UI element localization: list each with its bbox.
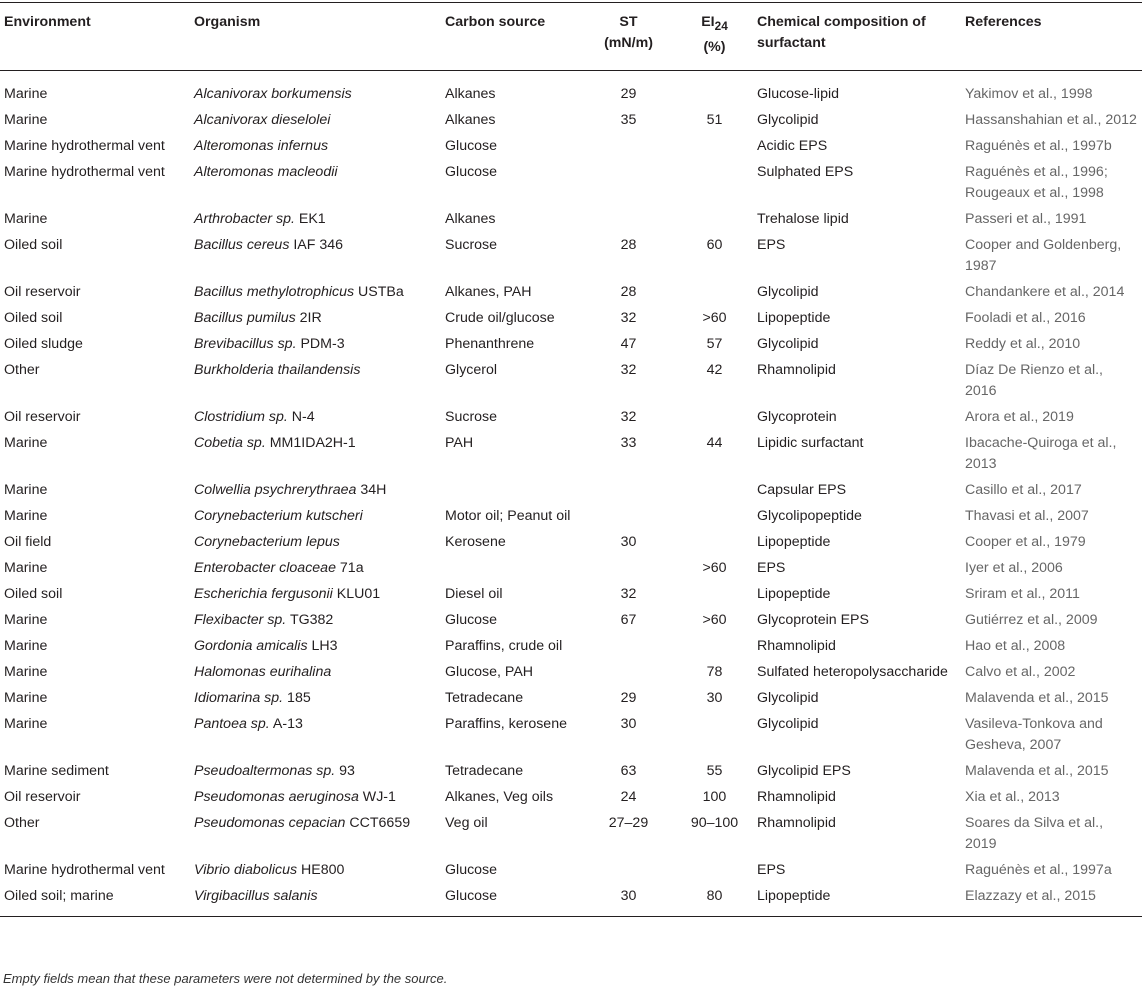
- cell-carbon-source: Sucrose: [445, 408, 498, 425]
- cell-environment: Oiled soil: [4, 236, 63, 253]
- organism-strain: 34H: [356, 481, 387, 498]
- cell-composition: Lipopeptide: [757, 309, 831, 326]
- header-ei-subscript: 24: [714, 18, 728, 33]
- organism-strain: HE800: [297, 861, 345, 878]
- cell-ei24: [676, 504, 753, 530]
- table-row: [0, 634, 1142, 660]
- cell-carbon-source: Alkanes, Veg oils: [445, 788, 554, 805]
- cell-st: 32: [620, 408, 637, 425]
- table-row: [0, 858, 1142, 884]
- cell-organism: [190, 530, 441, 556]
- cell-reference: Arora et al., 2019: [965, 408, 1074, 425]
- cell-reference: Ibacache-Quiroga et al., 2013: [965, 434, 1117, 472]
- cell-environment: Marine: [4, 715, 48, 732]
- table-row: [0, 233, 1142, 280]
- table-row: [0, 556, 1142, 582]
- cell-organism: [190, 785, 441, 811]
- cell-environment: Other: [4, 361, 40, 378]
- header-st: [581, 3, 676, 71]
- cell-environment: Oil reservoir: [4, 408, 81, 425]
- cell-organism: [190, 634, 441, 660]
- cell-carbon-source: Tetradecane: [445, 762, 524, 779]
- table-row: [0, 884, 1142, 917]
- cell-composition: Glucose-lipid: [757, 85, 840, 102]
- header-references: References: [965, 14, 1042, 30]
- cell-st: 35: [620, 111, 637, 128]
- cell-st: 30: [620, 887, 637, 904]
- organism-name: Alcanivorax borkumensis: [194, 85, 352, 102]
- cell-composition: Rhamnolipid: [757, 788, 836, 805]
- cell-ei24: 80: [706, 887, 723, 904]
- organism-name: Idiomarina sp.: [194, 689, 284, 706]
- organism-strain: TG382: [286, 611, 334, 628]
- cell-carbon-source: Glucose: [445, 163, 498, 180]
- cell-reference: Iyer et al., 2006: [965, 559, 1063, 576]
- cell-organism: [190, 478, 441, 504]
- cell-st: [581, 504, 676, 530]
- cell-ei24: [676, 634, 753, 660]
- cell-reference: Malavenda et al., 2015: [965, 762, 1109, 779]
- cell-organism: [190, 134, 441, 160]
- organism-name: Bacillus cereus: [194, 236, 290, 253]
- cell-carbon-source: Sucrose: [445, 236, 498, 253]
- cell-st: [581, 160, 676, 207]
- organism-name: Cobetia sp.: [194, 434, 266, 451]
- cell-ei24: [676, 405, 753, 431]
- cell-composition: Acidic EPS: [757, 137, 828, 154]
- cell-carbon-source: Alkanes: [445, 85, 496, 102]
- cell-environment: Oiled soil: [4, 585, 63, 602]
- organism-strain: IAF 346: [289, 236, 344, 253]
- header-environment: Environment: [4, 14, 91, 30]
- cell-organism: [190, 70, 441, 108]
- cell-environment: Marine: [4, 663, 48, 680]
- cell-composition: Glycolipid EPS: [757, 762, 851, 779]
- cell-organism: [190, 160, 441, 207]
- header-st-label: ST: [619, 14, 638, 30]
- cell-reference: Raguénès et al., 1997a: [965, 861, 1112, 878]
- cell-ei24: 100: [702, 788, 727, 805]
- cell-environment: Oil field: [4, 533, 52, 550]
- cell-st: [581, 634, 676, 660]
- cell-organism: [190, 556, 441, 582]
- cell-ei24: 30: [706, 689, 723, 706]
- cell-organism: [190, 884, 441, 917]
- table-row: [0, 759, 1142, 785]
- organism-name: Pseudomonas aeruginosa: [194, 788, 359, 805]
- cell-reference: Calvo et al., 2002: [965, 663, 1076, 680]
- cell-organism: [190, 306, 441, 332]
- table-row: [0, 608, 1142, 634]
- cell-reference: Cooper and Goldenberg, 1987: [965, 236, 1122, 274]
- cell-carbon-source: Paraffins, kerosene: [445, 715, 567, 732]
- cell-st: 47: [620, 335, 637, 352]
- cell-composition: EPS: [757, 861, 786, 878]
- cell-carbon-source: Paraffins, crude oil: [445, 637, 563, 654]
- table-row: [0, 530, 1142, 556]
- header-row: [0, 3, 1142, 71]
- table-row: [0, 70, 1142, 108]
- organism-name: Gordonia amicalis: [194, 637, 308, 654]
- cell-ei24: [676, 712, 753, 759]
- cell-ei24: 55: [706, 762, 723, 779]
- cell-st: 33: [620, 434, 637, 451]
- cell-organism: [190, 358, 441, 405]
- cell-reference: Cooper et al., 1979: [965, 533, 1086, 550]
- table-row: [0, 134, 1142, 160]
- cell-ei24: 60: [706, 236, 723, 253]
- cell-carbon-source: Glucose: [445, 611, 498, 628]
- cell-reference: Vasileva-Tonkova and Gesheva, 2007: [965, 715, 1103, 753]
- organism-name: Virgibacillus salanis: [194, 887, 318, 904]
- cell-composition: Trehalose lipid: [757, 210, 849, 227]
- cell-st: 30: [620, 715, 637, 732]
- cell-carbon-source: Motor oil; Peanut oil: [445, 507, 571, 524]
- cell-ei24: [676, 280, 753, 306]
- cell-st: [581, 660, 676, 686]
- cell-organism: [190, 608, 441, 634]
- table-row: [0, 712, 1142, 759]
- cell-organism: [190, 660, 441, 686]
- table-row: [0, 431, 1142, 478]
- table-row: [0, 160, 1142, 207]
- cell-carbon-source: Alkanes: [445, 210, 496, 227]
- table-row: [0, 108, 1142, 134]
- cell-ei24: 57: [706, 335, 723, 352]
- cell-st: [581, 207, 676, 233]
- cell-ei24: [676, 582, 753, 608]
- table-row: [0, 504, 1142, 530]
- cell-carbon-source: Glucose: [445, 887, 498, 904]
- organism-strain: PDM-3: [296, 335, 345, 352]
- organism-strain: 71a: [335, 559, 364, 576]
- cell-st: 24: [620, 788, 637, 805]
- cell-composition: Lipopeptide: [757, 533, 831, 550]
- cell-reference: Hao et al., 2008: [965, 637, 1066, 654]
- cell-st: 27–29: [608, 814, 649, 831]
- cell-composition: Lipidic surfactant: [757, 434, 864, 451]
- cell-environment: Other: [4, 814, 40, 831]
- cell-st: [581, 556, 676, 582]
- organism-name: Halomonas eurihalina: [194, 663, 332, 680]
- table-row: [0, 332, 1142, 358]
- cell-st: [581, 858, 676, 884]
- table-row: [0, 306, 1142, 332]
- cell-composition: Rhamnolipid: [757, 814, 836, 831]
- table-footnote: Empty fields mean that these parameters were not determined by the source.: [3, 971, 448, 986]
- table-row: [0, 785, 1142, 811]
- cell-reference: Fooladi et al., 2016: [965, 309, 1086, 326]
- cell-carbon-source: Veg oil: [445, 814, 488, 831]
- cell-organism: [190, 280, 441, 306]
- organism-name: Pantoea sp.: [194, 715, 270, 732]
- cell-st: [581, 478, 676, 504]
- organism-strain: A-13: [269, 715, 303, 732]
- cell-reference: Elazzazy et al., 2015: [965, 887, 1096, 904]
- cell-organism: [190, 332, 441, 358]
- cell-organism: [190, 858, 441, 884]
- organism-name: Corynebacterium kutscheri: [194, 507, 363, 524]
- cell-organism: [190, 504, 441, 530]
- table-row: [0, 811, 1142, 858]
- organism-name: Vibrio diabolicus: [194, 861, 298, 878]
- cell-composition: Glycolipid: [757, 111, 819, 128]
- cell-environment: Marine: [4, 559, 48, 576]
- cell-environment: Marine hydrothermal vent: [4, 163, 165, 180]
- cell-ei24: [676, 478, 753, 504]
- cell-reference: Gutiérrez et al., 2009: [965, 611, 1098, 628]
- cell-composition: Glycolipid: [757, 283, 819, 300]
- table-body: [0, 70, 1142, 916]
- cell-environment: Marine: [4, 210, 48, 227]
- organism-name: Enterobacter cloaceae: [194, 559, 336, 576]
- header-st-unit: (mN/m): [604, 35, 653, 51]
- cell-composition: Lipopeptide: [757, 585, 831, 602]
- biosurfactant-table: [0, 2, 1142, 917]
- cell-reference: Casillo et al., 2017: [965, 481, 1082, 498]
- cell-st: [581, 134, 676, 160]
- cell-reference: Sriram et al., 2011: [965, 585, 1080, 602]
- cell-ei24: [676, 207, 753, 233]
- cell-organism: [190, 431, 441, 478]
- cell-composition: Rhamnolipid: [757, 637, 836, 654]
- cell-environment: Marine: [4, 637, 48, 654]
- organism-strain: USTBa: [354, 283, 404, 300]
- header-carbon-source: Carbon source: [445, 14, 546, 30]
- cell-environment: Oiled soil: [4, 309, 63, 326]
- cell-environment: Oil reservoir: [4, 788, 81, 805]
- cell-carbon-source: [441, 556, 581, 582]
- cell-environment: Marine hydrothermal vent: [4, 137, 165, 154]
- cell-environment: Marine: [4, 507, 48, 524]
- cell-environment: Marine: [4, 611, 48, 628]
- cell-reference: Xia et al., 2013: [965, 788, 1060, 805]
- cell-reference: Raguénès et al., 1996; Rougeaux et al., 1998: [965, 163, 1108, 201]
- header-organism: Organism: [194, 14, 261, 30]
- cell-reference: Passeri et al., 1991: [965, 210, 1087, 227]
- cell-ei24: >60: [702, 611, 727, 628]
- cell-st: 32: [620, 361, 637, 378]
- cell-organism: [190, 108, 441, 134]
- cell-reference: Díaz De Rienzo et al., 2016: [965, 361, 1103, 399]
- cell-composition: Sulphated EPS: [757, 163, 854, 180]
- cell-composition: Lipopeptide: [757, 887, 831, 904]
- cell-organism: [190, 207, 441, 233]
- cell-carbon-source: Glycerol: [445, 361, 498, 378]
- cell-reference: Soares da Silva et al., 2019: [965, 814, 1104, 852]
- cell-ei24: 90–100: [690, 814, 739, 831]
- organism-strain: N-4: [287, 408, 315, 425]
- organism-strain: 2IR: [295, 309, 322, 326]
- cell-ei24: [676, 70, 753, 108]
- organism-name: Corynebacterium lepus: [194, 533, 340, 550]
- cell-st: 29: [620, 85, 637, 102]
- cell-environment: Marine sediment: [4, 762, 109, 779]
- cell-environment: Marine hydrothermal vent: [4, 861, 165, 878]
- header-composition: Chemical composition of surfactant: [757, 14, 926, 51]
- cell-ei24: [676, 134, 753, 160]
- cell-st: 29: [620, 689, 637, 706]
- cell-ei24: 44: [706, 434, 723, 451]
- organism-name: Flexibacter sp.: [194, 611, 287, 628]
- cell-composition: Glycolipopeptide: [757, 507, 862, 524]
- cell-composition: Glycolipid: [757, 335, 819, 352]
- cell-carbon-source: Alkanes: [445, 111, 496, 128]
- cell-carbon-source: [441, 478, 581, 504]
- cell-ei24: 51: [706, 111, 723, 128]
- header-ei-label: EI: [701, 14, 715, 30]
- cell-composition: Rhamnolipid: [757, 361, 836, 378]
- cell-composition: Glycolipid: [757, 715, 819, 732]
- table-row: [0, 478, 1142, 504]
- cell-composition: EPS: [757, 559, 786, 576]
- organism-name: Bacillus methylotrophicus: [194, 283, 355, 300]
- cell-ei24: [676, 858, 753, 884]
- cell-organism: [190, 712, 441, 759]
- cell-environment: Marine: [4, 689, 48, 706]
- cell-st: 32: [620, 309, 637, 326]
- cell-reference: Malavenda et al., 2015: [965, 689, 1109, 706]
- cell-organism: [190, 405, 441, 431]
- cell-reference: Chandankere et al., 2014: [965, 283, 1125, 300]
- cell-ei24: [676, 530, 753, 556]
- cell-carbon-source: Diesel oil: [445, 585, 503, 602]
- cell-carbon-source: Phenanthrene: [445, 335, 535, 352]
- table-row: [0, 207, 1142, 233]
- organism-name: Bacillus pumilus: [194, 309, 296, 326]
- organism-name: Burkholderia thailandensis: [194, 361, 361, 378]
- organism-name: Pseudoaltermonas sp.: [194, 762, 336, 779]
- table-row: [0, 280, 1142, 306]
- organism-strain: WJ-1: [358, 788, 396, 805]
- cell-environment: Oil reservoir: [4, 283, 81, 300]
- cell-organism: [190, 686, 441, 712]
- cell-reference: Hassanshahian et al., 2012: [965, 111, 1137, 128]
- organism-strain: KLU01: [332, 585, 381, 602]
- cell-ei24: 78: [706, 663, 723, 680]
- cell-carbon-source: Alkanes, PAH: [445, 283, 532, 300]
- cell-composition: Glycoprotein EPS: [757, 611, 869, 628]
- cell-carbon-source: Glucose: [445, 861, 498, 878]
- table-row: [0, 582, 1142, 608]
- table-row: [0, 660, 1142, 686]
- cell-environment: Marine: [4, 85, 48, 102]
- cell-composition: EPS: [757, 236, 786, 253]
- table-header: [0, 3, 1142, 71]
- cell-organism: [190, 582, 441, 608]
- cell-st: 30: [620, 533, 637, 550]
- cell-ei24: [676, 160, 753, 207]
- cell-carbon-source: Glucose: [445, 137, 498, 154]
- organism-name: Alcanivorax dieselolei: [194, 111, 331, 128]
- cell-environment: Marine: [4, 434, 48, 451]
- organism-strain: EK1: [294, 210, 326, 227]
- cell-reference: Yakimov et al., 1998: [965, 85, 1093, 102]
- cell-organism: [190, 233, 441, 280]
- table-row: [0, 686, 1142, 712]
- organism-strain: 93: [335, 762, 355, 779]
- header-ei24: [676, 3, 753, 71]
- cell-composition: Glycoprotein: [757, 408, 837, 425]
- organism-name: Pseudomonas cepacian: [194, 814, 346, 831]
- cell-environment: Marine: [4, 481, 48, 498]
- cell-composition: Glycolipid: [757, 689, 819, 706]
- cell-environment: Oiled sludge: [4, 335, 83, 352]
- cell-reference: Raguénès et al., 1997b: [965, 137, 1112, 154]
- cell-environment: Oiled soil; marine: [4, 887, 114, 904]
- cell-st: 28: [620, 283, 637, 300]
- cell-reference: Thavasi et al., 2007: [965, 507, 1089, 524]
- header-ei-unit: (%): [703, 38, 726, 55]
- cell-organism: [190, 811, 441, 858]
- cell-st: 63: [620, 762, 637, 779]
- organism-name: Brevibacillus sp.: [194, 335, 297, 352]
- organism-strain: CCT6659: [345, 814, 411, 831]
- organism-strain: LH3: [307, 637, 338, 654]
- cell-ei24: >60: [702, 559, 727, 576]
- cell-reference: Reddy et al., 2010: [965, 335, 1081, 352]
- cell-st: 28: [620, 236, 637, 253]
- cell-carbon-source: Kerosene: [445, 533, 506, 550]
- organism-name: Alteromonas macleodii: [194, 163, 338, 180]
- organism-strain: 185: [283, 689, 311, 706]
- organism-name: Alteromonas infernus: [194, 137, 329, 154]
- organism-name: Clostridium sp.: [194, 408, 288, 425]
- table-row: [0, 358, 1142, 405]
- cell-st: 67: [620, 611, 637, 628]
- table-row: [0, 405, 1142, 431]
- cell-ei24: >60: [702, 309, 727, 326]
- organism-name: Arthrobacter sp.: [194, 210, 295, 227]
- cell-environment: Marine: [4, 111, 48, 128]
- cell-carbon-source: Crude oil/glucose: [445, 309, 555, 326]
- organism-name: Escherichia fergusonii: [194, 585, 333, 602]
- cell-carbon-source: PAH: [445, 434, 474, 451]
- organism-strain: MM1IDA2H-1: [265, 434, 356, 451]
- organism-name: Colwellia psychrerythraea: [194, 481, 357, 498]
- cell-carbon-source: Tetradecane: [445, 689, 524, 706]
- cell-composition: Sulfated heteropolysaccharide: [757, 663, 948, 680]
- cell-composition: Capsular EPS: [757, 481, 847, 498]
- cell-ei24: 42: [706, 361, 723, 378]
- cell-carbon-source: Glucose, PAH: [445, 663, 534, 680]
- cell-st: 32: [620, 585, 637, 602]
- cell-organism: [190, 759, 441, 785]
